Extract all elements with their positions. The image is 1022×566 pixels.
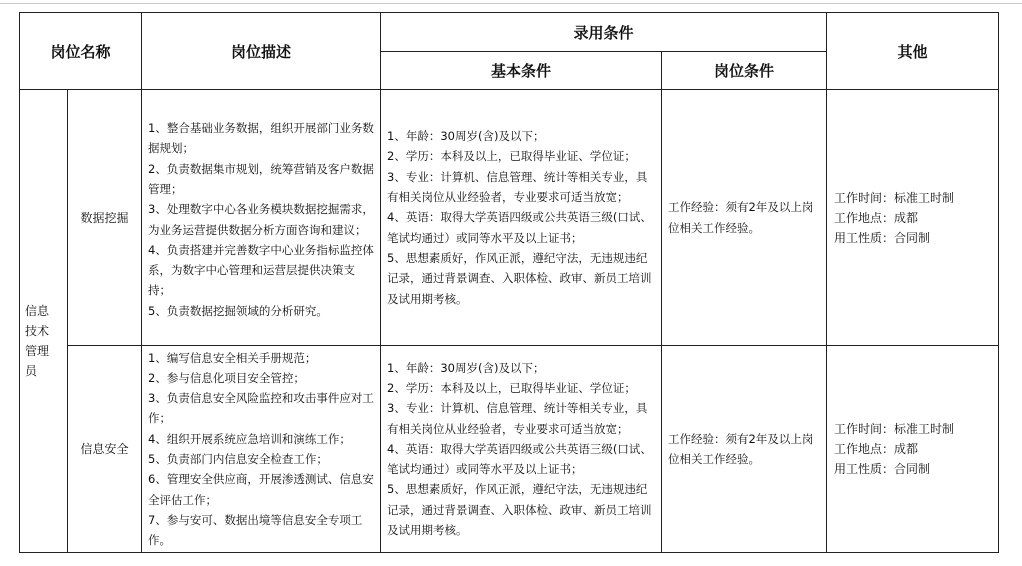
other-item: 工作地点：成都: [834, 210, 919, 225]
position-title: 数据挖掘: [68, 90, 142, 346]
table-row: [20, 90, 999, 346]
header-position-name: 岗位名称: [20, 13, 142, 90]
position-requirement: 工作经验：须有2年及以上岗位相关工作经验。: [662, 90, 827, 346]
basic-item: 4、英语：取得大学英语四级或公共英语三级(口试、笔试均通过）或同等水平及以上证书；: [387, 441, 652, 477]
other-item: 工作地点：成都: [834, 442, 919, 456]
job-requirements-table: [19, 12, 999, 553]
desc-item: 4、负责搭建并完善数字中心业务指标监控体系，为数字中心管理和运营层提供决策支持；: [148, 242, 374, 298]
desc-item: 1、编写信息安全相关手册规范；: [148, 350, 317, 365]
header-hire-conditions: 录用条件: [381, 13, 827, 52]
desc-item: 5、负责数据挖掘领域的分析研究。: [148, 303, 328, 318]
table-row: [20, 346, 999, 553]
desc-item: 1、整合基础业务数据，组织开展部门业务数据规划；: [148, 121, 374, 156]
position-description: [142, 346, 381, 553]
header-basic-conditions: 基本条件: [381, 52, 662, 90]
other-info: [827, 346, 999, 553]
desc-item: 2、负责数据集市规划，统筹营销及客户数据管理；: [148, 161, 374, 196]
position-group-line: 技术: [25, 324, 50, 338]
desc-item: 7、参与安可、数据出境等信息安全专项工作。: [148, 512, 363, 548]
position-requirement: 工作经验：须有2年及以上岗位相关工作经验。: [662, 346, 827, 553]
desc-item: 6、管理安全供应商，开展渗透测试、信息安全评估工作；: [148, 472, 374, 507]
basic-item: 2、学历：本科及以上，已取得毕业证、学位证；: [387, 380, 636, 395]
basic-item: 3、专业：计算机、信息管理、统计等相关专业，具有相关岗位从业经验者，专业要求可适当放宽；: [387, 401, 648, 436]
basic-item: 1、年龄：30周岁(含)及以下；: [387, 360, 545, 375]
basic-conditions: [381, 346, 662, 553]
other-info: [827, 90, 999, 346]
position-title: 信息安全: [68, 346, 142, 553]
basic-item: 5、思想素质好，作风正派，遵纪守法，无违规违纪记录，通过背景调查、入职体检、政审、新员工培训及试用期考核。: [387, 250, 652, 306]
position-group-line: 管理: [25, 344, 50, 358]
desc-item: 5、负责部门内信息安全检查工作；: [148, 452, 328, 466]
desc-item: 4、组织开展系统应急培训和演练工作；: [148, 431, 351, 446]
basic-item: 4、英语：取得大学英语四级或公共英语三级(口试、笔试均通过）或同等水平及以上证书；: [387, 210, 652, 245]
other-item: 工作时间：标准工时制: [834, 422, 955, 436]
other-item: 用工性质：合同制: [834, 462, 931, 476]
position-group-cell: [20, 90, 68, 553]
basic-item: 3、专业：计算机、信息管理、统计等相关专业，具有相关岗位从业经验者，专业要求可适当放宽；: [387, 169, 648, 205]
header-row-top: [20, 13, 999, 52]
position-description: [142, 90, 381, 346]
position-group-line: 员: [25, 364, 38, 378]
basic-conditions: [381, 90, 662, 346]
desc-item: 3、处理数字中心各业务模块数据挖掘需求，为业务运营提供数据分析方面咨询和建议；: [148, 202, 374, 237]
other-item: 工作时间：标准工时制: [834, 190, 955, 205]
header-other: 其他: [827, 13, 999, 90]
header-position-conditions: 岗位条件: [662, 52, 827, 90]
basic-item: 2、学历：本科及以上，已取得毕业证、学位证；: [387, 149, 636, 164]
basic-item: 5、思想素质好，作风正派，遵纪守法，无违规违纪记录，通过背景调查、入职体检、政审、新员工培训及试用期考核。: [387, 482, 652, 538]
desc-item: 3、负责信息安全风险监控和攻击事件应对工作；: [148, 391, 374, 426]
header-position-desc: 岗位描述: [142, 13, 381, 90]
basic-item: 1、年龄：30周岁(含)及以下；: [387, 129, 545, 144]
position-group-line: 信息: [25, 304, 50, 318]
page-top-rule: [0, 3, 1022, 4]
other-item: 用工性质：合同制: [834, 230, 931, 245]
desc-item: 2、参与信息化项目安全管控；: [148, 370, 305, 385]
